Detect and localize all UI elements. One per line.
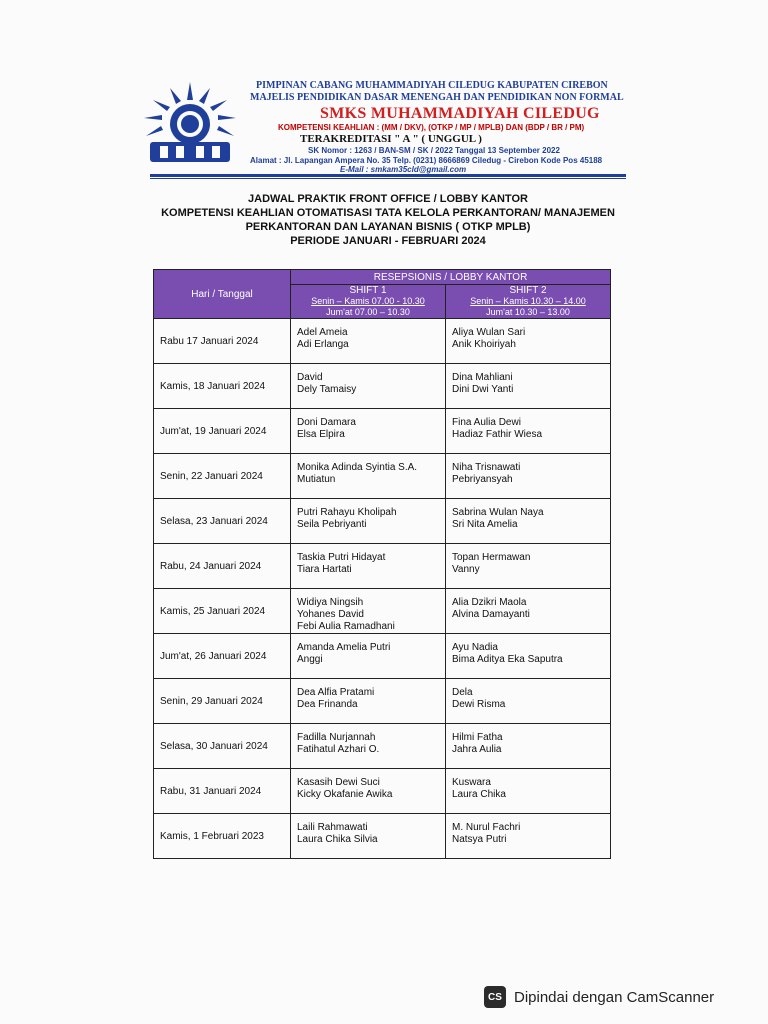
title-line-4: PERIODE JANUARI - FEBRUARI 2024 (290, 235, 486, 247)
student-name: Sri Nita Amelia (452, 519, 518, 530)
student-name: Dewi Risma (452, 699, 506, 710)
row-shift1-cell (291, 364, 446, 409)
student-name: Kuswara (452, 777, 491, 788)
student-name: Adel Ameia (297, 327, 348, 338)
student-name: Jahra Aulia (452, 744, 502, 755)
table-row (154, 814, 611, 859)
student-name: Putri Rahayu Kholipah (297, 507, 397, 518)
row-shift1-cell (291, 499, 446, 544)
row-day: Jum'at, 26 Januari 2024 (154, 634, 291, 679)
student-name: Niha Trisnawati (452, 462, 521, 473)
letterhead-rule-thin (150, 178, 626, 179)
row-shift2-cell (446, 499, 611, 544)
table-row (154, 499, 611, 544)
student-name: Amanda Amelia Putri (297, 642, 391, 653)
letterhead (244, 80, 634, 175)
table-row (154, 544, 611, 589)
student-name: Laura Chika (452, 789, 506, 800)
row-shift2-cell (446, 679, 611, 724)
row-day: Kamis, 25 Januari 2024 (154, 589, 291, 634)
student-name: Bima Aditya Eka Saputra (452, 654, 563, 665)
row-shift2-cell (446, 589, 611, 634)
row-shift1-cell (291, 769, 446, 814)
student-name: Hilmi Fatha (452, 732, 503, 743)
header-day: Hari / Tanggal (154, 270, 291, 319)
row-day: Rabu 17 Januari 2024 (154, 319, 291, 364)
table-row (154, 454, 611, 499)
row-shift2-cell (446, 454, 611, 499)
row-day: Selasa, 23 Januari 2024 (154, 499, 291, 544)
camscanner-watermark (484, 986, 714, 1008)
student-name: Laura Chika Silvia (297, 834, 378, 845)
student-name: Anggi (297, 654, 323, 665)
title-line-3: PERKANTORAN DAN LAYANAN BISNIS ( OTKP MPLB) (245, 221, 531, 233)
row-shift2-cell (446, 769, 611, 814)
row-shift1-cell (291, 724, 446, 769)
student-name: Anik Khoiriyah (452, 339, 516, 350)
student-name: Dea Frinanda (297, 699, 358, 710)
student-name: Pebriyansyah (452, 474, 513, 485)
student-name: Hadiaz Fathir Wiesa (452, 429, 543, 440)
row-shift1-cell (291, 409, 446, 454)
student-name: Alvina Damayanti (452, 609, 530, 620)
shift-2-hours-weekday: Senin – Kamis 10.30 – 14.00 (470, 296, 586, 306)
row-shift2-cell (446, 724, 611, 769)
email-line: E-Mail : smkam35cld@gmail.com (340, 165, 467, 175)
student-name: Fatihatul Azhari O. (297, 744, 380, 755)
student-name: Dina Mahliani (452, 372, 513, 383)
camscanner-icon: CS (484, 986, 506, 1008)
org-line-1: PIMPINAN CABANG MUHAMMADIYAH CILEDUG KABUPATEN CIREBON (256, 80, 608, 91)
row-day: Kamis, 18 Januari 2024 (154, 364, 291, 409)
schedule-table (153, 269, 611, 859)
row-shift1-cell (291, 634, 446, 679)
shift-1-hours-friday: Jum'at 07.00 – 10.30 (326, 307, 410, 317)
student-name: Kicky Okafanie Awika (297, 789, 393, 800)
row-shift1-cell (291, 814, 446, 859)
student-name: Dea Alfia Pratami (297, 687, 375, 698)
student-name: Dini Dwi Yanti (452, 384, 514, 395)
student-name: Dely Tamaisy (297, 384, 357, 395)
student-name: Mutiatun (297, 474, 336, 485)
row-shift2-cell (446, 319, 611, 364)
table-row (154, 319, 611, 364)
student-name: Yohanes David (297, 609, 364, 620)
student-name: Laili Rahmawati (297, 822, 368, 833)
student-name: Natsya Putri (452, 834, 507, 845)
student-name: Alia Dzikri Maola (452, 597, 527, 608)
table-row (154, 364, 611, 409)
kompetensi-line: KOMPETENSI KEAHLIAN : (MM / DKV), (OTKP / MP / MPLB) DAN (BDP / BR / PM) (278, 123, 585, 133)
student-name: Topan Hermawan (452, 552, 531, 563)
header-group: RESEPSIONIS / LOBBY KANTOR (291, 270, 611, 285)
student-name: Seila Pebriyanti (297, 519, 367, 530)
table-row (154, 589, 611, 634)
student-name: Fina Aulia Dewi (452, 417, 521, 428)
camscanner-label: Dipindai dengan CamScanner (514, 988, 715, 1006)
student-name: Aliya Wulan Sari (452, 327, 526, 338)
student-name: Elsa Elpira (297, 429, 345, 440)
table-row (154, 769, 611, 814)
row-day: Senin, 29 Januari 2024 (154, 679, 291, 724)
school-name: SMKS MUHAMMADIYAH CILEDUG (320, 105, 600, 122)
org-line-2: MAJELIS PENDIDIKAN DASAR MENENGAH DAN PENDIDIKAN NON FORMAL (250, 92, 624, 103)
student-name: Tiara Hartati (297, 564, 352, 575)
row-shift2-cell (446, 814, 611, 859)
table-row (154, 409, 611, 454)
schedule-rows (154, 319, 611, 859)
table-row (154, 724, 611, 769)
title-line-2: KOMPETENSI KEAHLIAN OTOMATISASI TATA KELOLA PERKANTORAN/ MANAJEMEN (161, 207, 615, 219)
student-name: Doni Damara (297, 417, 356, 428)
student-name: Taskia Putri Hidayat (297, 552, 386, 563)
student-name: David (297, 372, 323, 383)
title-line-1: JADWAL PRAKTIK FRONT OFFICE / LOBBY KANTOR (248, 193, 528, 205)
row-day: Rabu, 24 Januari 2024 (154, 544, 291, 589)
student-name: Kasasih Dewi Suci (297, 777, 380, 788)
student-name: Adi Erlanga (297, 339, 349, 350)
row-day: Selasa, 30 Januari 2024 (154, 724, 291, 769)
shift-1-name: SHIFT 1 (349, 285, 387, 296)
row-shift1-cell (291, 679, 446, 724)
row-day: Senin, 22 Januari 2024 (154, 454, 291, 499)
address-line: Alamat : Jl. Lapangan Ampera No. 35 Telp. (0231) 8666869 Ciledug - Cirebon Kode Pos 45188 (250, 155, 603, 165)
sk-line: SK Nomor : 1263 / BAN-SM / SK / 2022 Tanggal 13 September 2022 (308, 145, 560, 155)
shift-1-hours-weekday: Senin – Kamis 07.00 - 10.30 (311, 296, 425, 306)
row-shift1-cell (291, 319, 446, 364)
row-shift1-cell (291, 544, 446, 589)
row-shift2-cell (446, 634, 611, 679)
student-name: Sabrina Wulan Naya (452, 507, 544, 518)
row-shift2-cell (446, 544, 611, 589)
student-name: Vanny (452, 564, 480, 575)
table-row (154, 634, 611, 679)
letterhead-rule-thick (150, 174, 626, 177)
document-title-block (150, 192, 626, 248)
student-name: Monika Adinda Syintia S.A. (297, 462, 418, 473)
student-name: Dela (452, 687, 473, 698)
student-name: Fadilla Nurjannah (297, 732, 376, 743)
header-shift-2 (446, 285, 611, 319)
row-day: Kamis, 1 Februari 2023 (154, 814, 291, 859)
table-row (154, 679, 611, 724)
row-day: Jum'at, 19 Januari 2024 (154, 409, 291, 454)
row-shift1-cell (291, 454, 446, 499)
shift-2-name: SHIFT 2 (509, 285, 547, 296)
student-name: Widiya Ningsih (297, 597, 364, 608)
row-shift1-cell (291, 589, 446, 634)
row-shift2-cell (446, 409, 611, 454)
student-name: M. Nurul Fachri (452, 822, 521, 833)
student-name: Ayu Nadia (452, 642, 498, 653)
header-shift-1 (291, 285, 446, 319)
student-name: Febi Aulia Ramadhani (297, 621, 395, 632)
row-shift2-cell (446, 364, 611, 409)
row-day: Rabu, 31 Januari 2024 (154, 769, 291, 814)
shift-2-hours-friday: Jum'at 10.30 – 13.00 (486, 307, 570, 317)
school-logo (140, 80, 240, 164)
akreditasi-line: TERAKREDITASI " A " ( UNGGUL ) (300, 132, 482, 145)
